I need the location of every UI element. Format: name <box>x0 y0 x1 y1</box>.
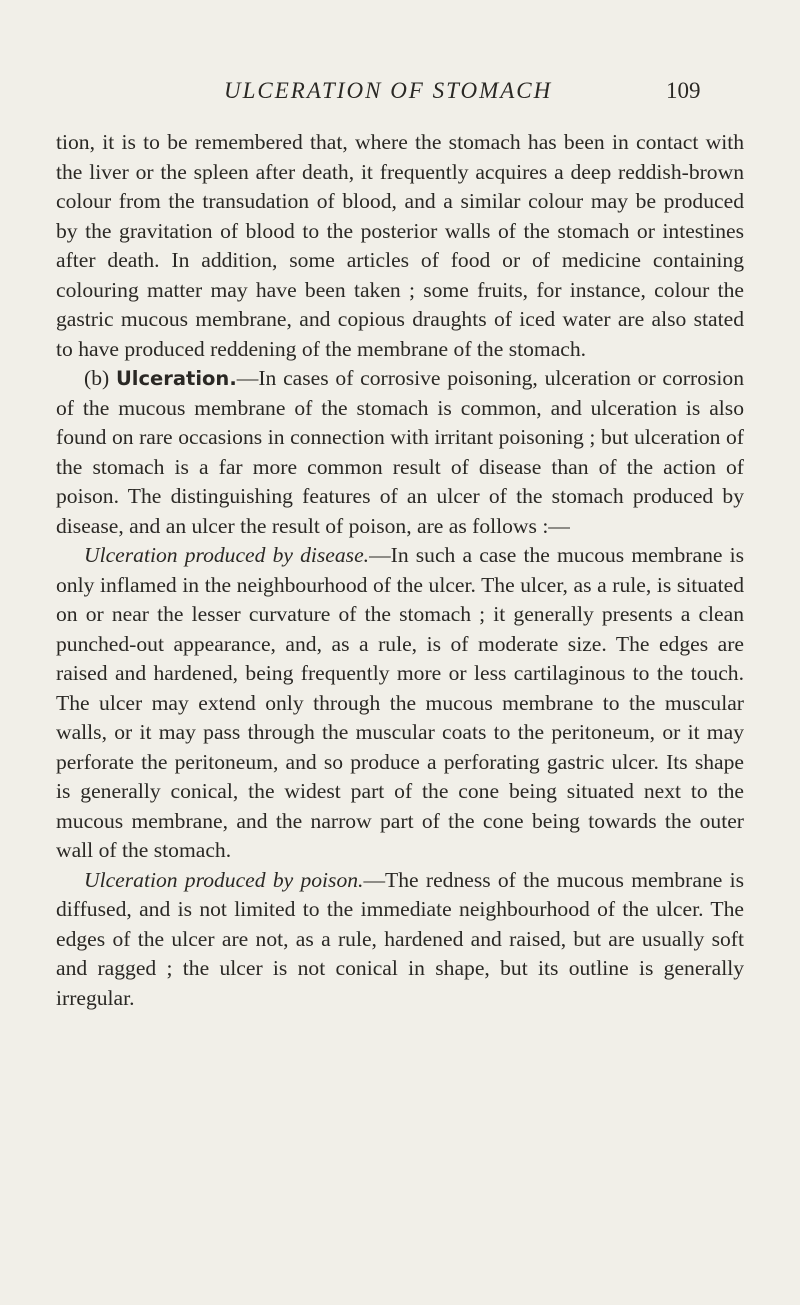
paragraph-continuation: tion, it is to be remembered that, where the stomach has been in contact with the liver or the spleen after death, it frequently acquires a deep reddish-brown colour from the transudation of blood, and a similar colour may be produced by the gravitation of blood to the posterior walls of the stomach or intestines after death. In addition, some articles of food or of medicine containing colouring matter may have been taken ; some fruits, for instance, colour the gastric mucous membrane, and copious draughts of iced water are also stated to have produced reddening of the membrane of the stomach. <box>56 130 744 361</box>
subheading-poison: Ulceration produced by poison. <box>84 867 364 892</box>
paragraph-disease <box>56 541 744 866</box>
paragraph-text: —In cases of corrosive poisoning, ulceration or corrosion of the mucous membrane of the stomach is common, and ulceration is also found on rare occasions in connection with irritant poisoning ; but ulceration of the stomach is a far more common result of disease than of the action of poison. The distinguishing features of an ulcer of the stomach produced by disease, and an ulcer the result of poison, are as follows :— <box>56 366 744 538</box>
section-marker: (b) <box>84 366 110 390</box>
paragraph-text: —The redness of the mucous membrane is diffused, and is not limited to the immediate neighbourhood of the ulcer. The edges of the ulcer are not, as a rule, hardened and raised, but are usually soft and ragged ; the ulcer is not conical in shape, but its outline is generally irregular. <box>56 867 744 1010</box>
subheading-disease: Ulceration produced by disease. <box>84 543 370 567</box>
running-title: ULCERATION OF STOMACH <box>224 78 553 103</box>
section-heading: Ulceration. <box>115 367 237 390</box>
running-head <box>0 78 800 112</box>
page-number: 109 <box>666 78 701 103</box>
paragraph-ulceration <box>56 364 744 541</box>
paragraph-poison <box>56 866 744 1014</box>
paragraph-text: —In such a case the mucous membrane is only inflamed in the neighbourhood of the ulcer. The ulcer, as a rule, is situated on or near the lesser curvature of the stomach ; it generally presents a clean punched-out appearance, and, as a rule, is of moderate size. The edges are raised and hardened, being frequently more or less cartilaginous to the touch. The ulcer may extend only through the mucous membrane to the muscular walls, or it may pass through the muscular coats to the peritoneum, or it may perforate the peritoneum, and so produce a perforating gastric ulcer. Its shape is generally conical, the widest part of the cone being situated next to the mucous membrane, and the narrow part of the cone being towards the outer wall of the stomach. <box>56 543 744 862</box>
body-text <box>56 128 744 1013</box>
